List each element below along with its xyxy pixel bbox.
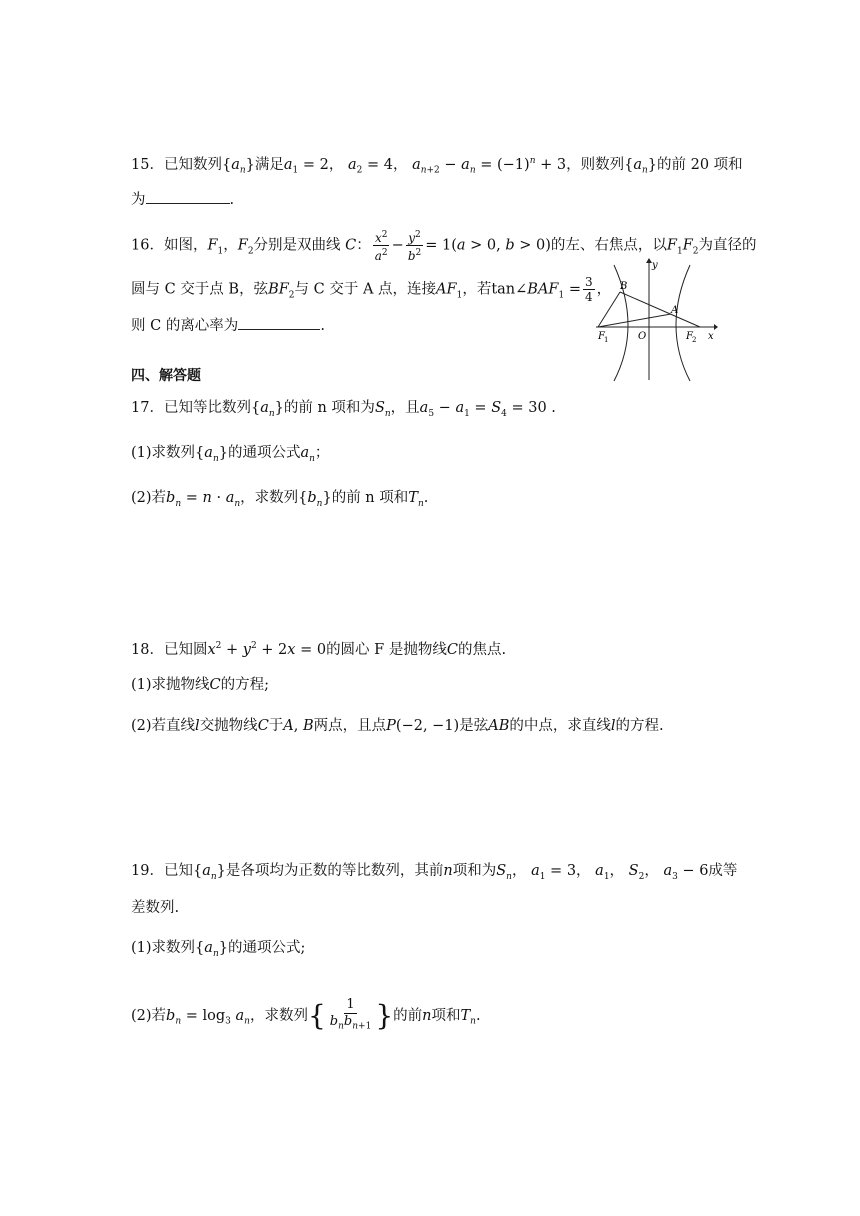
- text: (2)若: [131, 1007, 167, 1024]
- text: 为直径的: [698, 237, 757, 254]
- text: 项和为: [452, 863, 497, 879]
- text: ，: [644, 863, 659, 879]
- text: ，则数列: [566, 156, 625, 173]
- text: 已知数列: [163, 156, 222, 173]
- section-heading: 四、解答题: [131, 368, 201, 384]
- text: 是弦: [459, 718, 489, 734]
- text: ，: [392, 156, 408, 173]
- text: .: [229, 192, 235, 208]
- fraction: $\frac{y^2}{b^2}$: [407, 230, 422, 263]
- text: ，若: [462, 281, 492, 298]
- text: 项和: [431, 1007, 461, 1024]
- answer-blank: [238, 315, 320, 330]
- text: 的前 n 项和: [331, 490, 409, 506]
- text: (2)若直线: [131, 718, 196, 734]
- fraction: $\frac{3}{4}$: [585, 275, 593, 304]
- label-a: A: [671, 305, 679, 316]
- text: 的通项公式: [227, 445, 301, 461]
- label-f1: F: [598, 331, 605, 342]
- text: 的焦点.: [457, 641, 507, 658]
- q16-line1: 16．如图，$F_1$，$F_2$分别是双曲线 C： $\frac{x^2}{a^2}$ − $\frac{y^2}{b^2}$ = 1(a > 0, b > 0)的左、右焦点，以$F_1F_2$为直径的: [131, 230, 757, 263]
- segment-f1-a: [598, 314, 671, 327]
- q15-line1: 15．已知数列$\{a_n\}$满足$a_1 = 2$， $a_2 = 4$， $a_{n+2} - a_n = (-1)^n + 3$，则数列$\{a_n\}$的前 20 项和: [131, 156, 743, 176]
- text: 已知等比数列: [163, 400, 251, 416]
- text: ；: [314, 445, 330, 461]
- segment-b-f2: [620, 292, 700, 327]
- q15-number: 15．: [131, 156, 164, 173]
- text: (1)求数列: [131, 445, 196, 461]
- segment-f1-b: [598, 292, 620, 327]
- q18-number: 18．: [131, 641, 164, 658]
- label-o: O: [638, 331, 647, 342]
- q19-part1: (1)求数列$\{a_n\}$的通项公式;: [131, 940, 306, 959]
- text: .: [423, 490, 429, 506]
- text: ，: [328, 156, 344, 173]
- text: 则 C 的离心率为: [131, 318, 239, 334]
- text: 已知: [163, 863, 193, 879]
- text: ，且: [390, 400, 420, 416]
- text: 已知圆: [163, 641, 208, 658]
- text: 圆与 C 交于点 B，弦: [131, 281, 269, 298]
- q16-number: 16．: [131, 237, 164, 254]
- text: 分别是双曲线: [253, 237, 346, 254]
- text: (1)求数列: [131, 940, 196, 956]
- text: 如图，: [163, 237, 208, 254]
- q18-part2: (2)若直线l交抛物线C于A, B两点，且点P(−2, −1)是弦AB的中点，求直线l的方程.: [131, 718, 664, 734]
- q19-part2: (2)若$b_n = \log_3 a_n$，求数列 { $\frac{1}{b_nb_{n+1}}$ } 的前n项和$T_n$.: [131, 997, 481, 1039]
- text: 的左、右焦点，以: [550, 237, 667, 254]
- text: .: [475, 1007, 481, 1024]
- text: ，: [596, 281, 612, 298]
- text: 与 C 交于 A 点，连接: [294, 281, 437, 298]
- answer-blank: [146, 189, 230, 204]
- label-x: x: [708, 331, 714, 342]
- text: 的圆心 F 是抛物线: [326, 641, 447, 658]
- q19-line2: [131, 898, 179, 918]
- text: 的通项公式;: [227, 940, 306, 956]
- text: 差数列.: [131, 900, 180, 916]
- label-f1-sub: 1: [604, 336, 609, 344]
- q17-number: 17．: [131, 400, 164, 416]
- text: ，求数列: [240, 490, 299, 506]
- hyperbola-figure: [590, 255, 722, 385]
- q19-number: 19．: [131, 863, 164, 879]
- q18-part1: (1)求抛物线C的方程;: [131, 677, 270, 693]
- text: 的方程.: [615, 718, 664, 734]
- q15-line2: [131, 189, 234, 210]
- label-f2: F: [686, 331, 693, 342]
- text: 是各项均为正数的等比数列，其前: [225, 863, 444, 879]
- q16-line2: 圆与 C 交于点 B，弦$BF_2$与 C 交于 A 点，连接$AF_1$，若$\tan\angle BAF_1$ = $\frac{3}{4}$ ，: [131, 275, 612, 304]
- text: ，: [609, 863, 625, 879]
- label-f2-sub: 2: [692, 336, 697, 344]
- text: 两点，且点: [313, 718, 387, 734]
- fraction-set: { $\frac{1}{b_nb_{n+1}}$ }: [307, 997, 394, 1032]
- fraction: $\frac{x^2}{a^2}$: [374, 230, 388, 263]
- text: ，求数列: [249, 1007, 308, 1024]
- q17-line1: 17．已知等比数列$\{a_n\}$的前 n 项和为$S_n$，且$a_5 - a_1 = S_4 = 30$ .: [131, 400, 556, 419]
- text: (2)若: [131, 490, 167, 506]
- text: .: [320, 318, 325, 334]
- text: ，: [576, 863, 591, 879]
- text: 于: [268, 718, 284, 734]
- text: 交抛物线: [199, 718, 258, 734]
- q19-line1: 19．已知$\{a_n\}$是各项均为正数的等比数列，其前n项和为$S_n$， $a_1 = 3$， $a_1$， $S_2$， $a_3 - 6$成等: [131, 863, 738, 882]
- label-y: y: [652, 260, 658, 271]
- x-axis-arrow: [714, 324, 718, 330]
- text: 的前: [393, 1007, 423, 1024]
- text: 成等: [708, 863, 738, 879]
- text: 为: [131, 192, 146, 208]
- hyperbola-right-branch: [676, 265, 690, 381]
- q17-part1: (1)求数列$\{a_n\}$的通项公式$a_n$；: [131, 445, 330, 464]
- q17-part2: (2)若$b_n = n \cdot a_n$，求数列$\{b_n\}$的前 n 项和$T_n$.: [131, 490, 429, 509]
- q16-line3: [131, 315, 325, 336]
- text: ，: [511, 863, 527, 879]
- label-b: B: [620, 281, 628, 292]
- text: 的方程;: [220, 677, 270, 693]
- text: (1)求抛物线: [131, 677, 210, 693]
- text: 满足: [254, 156, 284, 173]
- text: 的中点，求直线: [509, 718, 611, 734]
- text: 的前 20 项和: [657, 156, 743, 173]
- q18-line1: 18．已知圆$x^2 + y^2 + 2x = 0$的圆心 F 是抛物线C的焦点.: [131, 641, 507, 658]
- text: 的前 n 项和为: [283, 400, 375, 416]
